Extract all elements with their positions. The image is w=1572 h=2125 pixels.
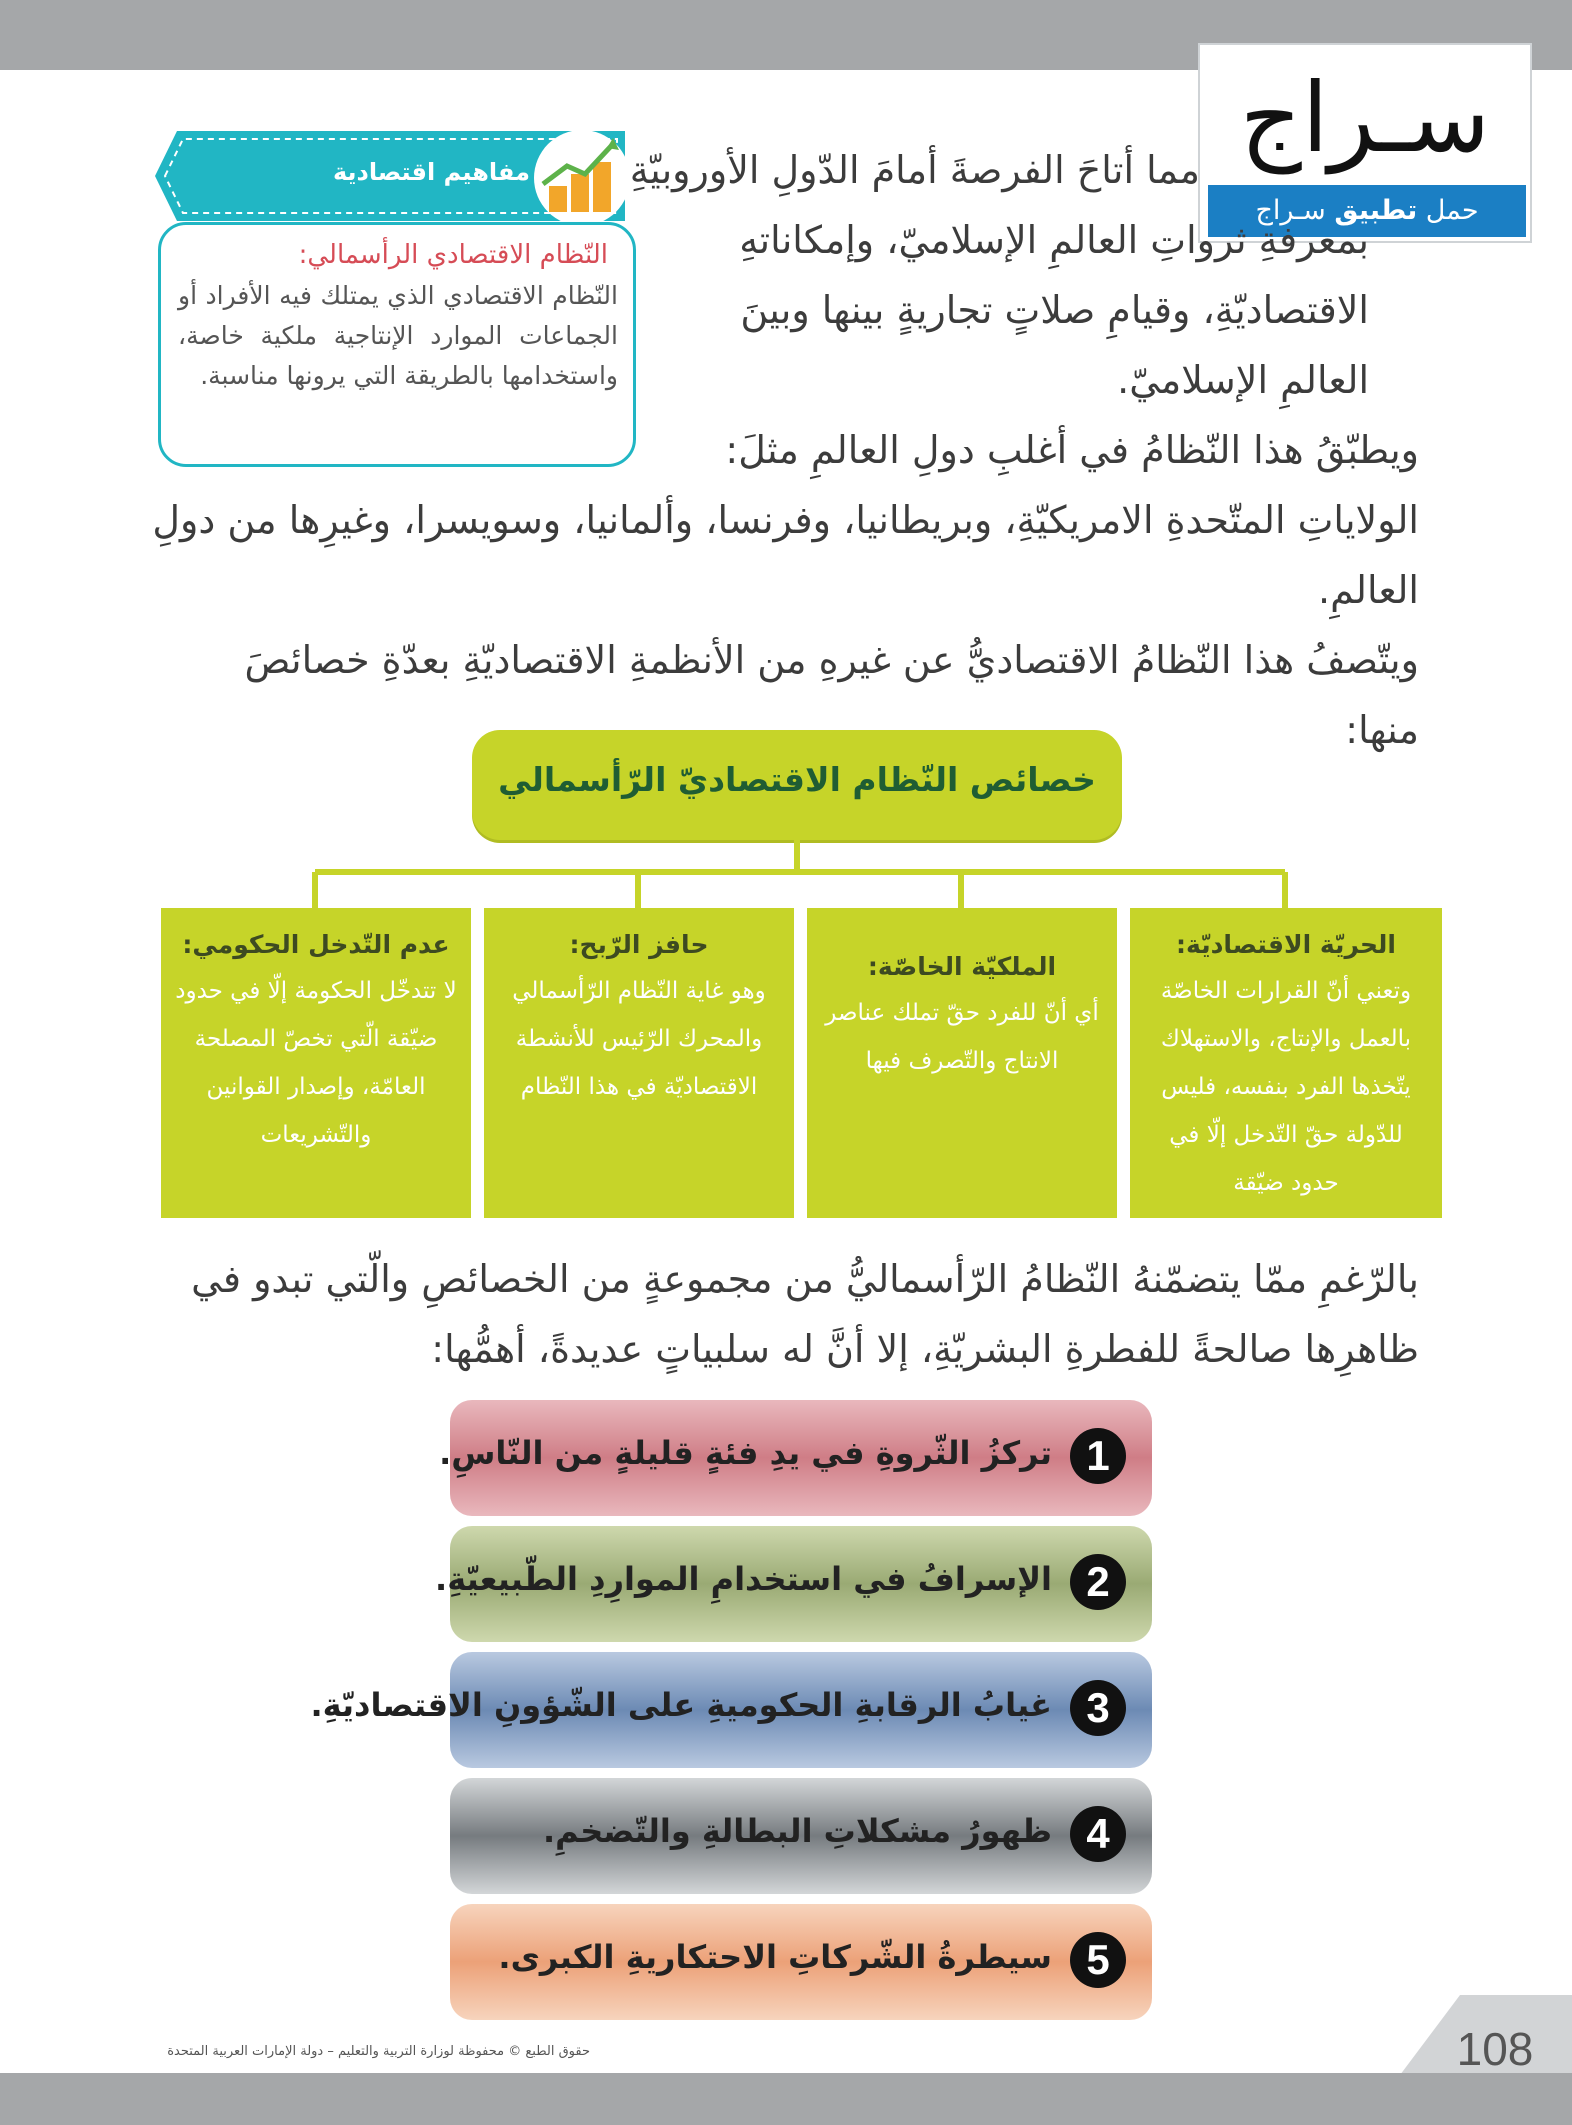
item-number-badge: 4	[1070, 1806, 1126, 1862]
item-number-badge: 5	[1070, 1932, 1126, 1988]
negative-text: ظهورُ مشكلاتِ البطالةِ والتّضخمِ.	[542, 1812, 1052, 1850]
card-title: عدم التّدخل الحكومي:	[182, 930, 450, 959]
item-number-badge: 1	[1070, 1428, 1126, 1484]
negative-item	[450, 1778, 1152, 1894]
concept-title: مفاهيم اقتصادية	[332, 158, 530, 186]
logo-caption[interactable]: حمل تطبيق سـراج	[1208, 185, 1526, 237]
negative-item	[439, 1400, 1152, 1516]
paragraph-line: ويتّصفُ هذا النّظامُ الاقتصاديُّ عن غيرهِ من الأنظمةِ الاقتصاديّةِ بعدّةِ خصائصَ	[244, 638, 1419, 682]
negative-item	[450, 1904, 1152, 2020]
logo-name: سـراج	[1239, 62, 1491, 174]
paragraph-line: العالمِ.	[1318, 568, 1419, 612]
characteristic-card-profit-motive	[484, 908, 794, 1218]
negative-text: سيطرةُ الشّركاتِ الاحتكاريةِ الكبرى.	[498, 1938, 1052, 1976]
paragraph-line: الاقتصاديّةِ، وقيامِ صلاتٍ تجاريةٍ بينها وبينَ	[740, 288, 1369, 332]
negative-text: غيابُ الرقابةِ الحكوميةِ على الشّؤونِ الاقتصاديّةِ.	[310, 1686, 1052, 1724]
characteristic-card-economic-freedom	[1130, 908, 1442, 1218]
copyright-notice: حقوق الطبع © محفوظة لوزارة التربية والتعليم – دولة الإمارات العربية المتحدة	[167, 2044, 590, 2059]
characteristic-card-private-property	[807, 908, 1117, 1218]
negative-text: الإسرافُ في استخدامِ الموارِدِ الطّبيعيّةِ.	[435, 1560, 1052, 1598]
characteristic-card-no-government-intervention	[161, 908, 471, 1218]
paragraph-line: بمعرفةِ ثرواتِ العالمِ الإسلاميّ، وإمكاناتهِ	[739, 218, 1369, 262]
card-text: وتعني أنّ القرارات الخاصّة بالعمل والإنتاج، والاستهلاك يتّخذها الفرد بنفسه، فليس للدّولة حقّ التّدخل إلّا في حدود ضيّقة	[1160, 978, 1412, 1196]
concept-term: النّظام الاقتصادي الرأسمالي:	[298, 240, 608, 270]
coins-chart-icon	[527, 128, 637, 228]
item-number-badge: 3	[1070, 1680, 1126, 1736]
card-title: الملكيّة الخاصّة:	[867, 952, 1057, 981]
diagram-connectors	[160, 838, 1450, 918]
diagram-title: خصائص النّظام الاقتصاديّ الرّأسمالي	[498, 760, 1096, 799]
negative-item	[435, 1526, 1152, 1642]
item-number-badge: 2	[1070, 1554, 1126, 1610]
paragraph-line: الولاياتِ المتّحدةِ الامريكيّةِ، وبريطانيا، وفرنسا، وألمانيا، وسويسرا، وغيرِها من دولِ	[152, 498, 1419, 542]
card-title: الحريّة الاقتصاديّة:	[1176, 930, 1396, 959]
paragraph-line: منها:	[1345, 708, 1419, 752]
page-number: 108	[1456, 2023, 1534, 2075]
paragraph-line: مما أتاحَ الفرصةَ أمامَ الدّولِ الأوروبيّةِ	[629, 148, 1200, 192]
card-text: أي أنّ للفرد حقّ تملك عناصر الانتاج والتّصرف فيها	[825, 1000, 1099, 1074]
card-text: لا تتدخّل الحكومة إلّا في حدود ضيّقة الّتي تخصّ المصلحة العامّة، وإصدار القوانين والتّشريعات	[175, 978, 457, 1148]
paragraph-line: العالمِ الإسلاميّ.	[1117, 358, 1369, 402]
paragraph-line: بالرّغمِ ممّا يتضمّنهُ النّظامُ الرّأسماليُّ من مجموعةٍ من الخصائصِ والّتي تبدو في	[191, 1257, 1419, 1301]
concept-definition: النّظام الاقتصادي الذي يمتلك فيه الأفراد أو الجماعات الموارد الإنتاجية ملكية خاصة، واستخدامها بالطريقة التي يرونها مناسبة.	[178, 281, 618, 390]
bottom-bar	[0, 2073, 1572, 2125]
paragraph-line: ويطبّقُ هذا النّظامُ في أغلبِ دولِ العالمِ مثلَ:	[725, 428, 1419, 472]
card-title: حافز الرّبح:	[569, 930, 709, 959]
card-text: وهو غاية النّظام الرّأسمالي والمحرك الرّئيس للأنشطة الاقتصاديّة في هذا النّظام	[512, 978, 766, 1100]
negative-text: تركزُ الثّروةِ في يدِ فئةٍ قليلةٍ من النّاسِ.	[439, 1434, 1052, 1472]
paragraph-line: ظاهرِها صالحةً للفطرةِ البشريّةِ، إلا أنَّ له سلبياتٍ عديدةً، أهمُّها:	[431, 1327, 1419, 1371]
negative-item	[310, 1652, 1152, 1768]
